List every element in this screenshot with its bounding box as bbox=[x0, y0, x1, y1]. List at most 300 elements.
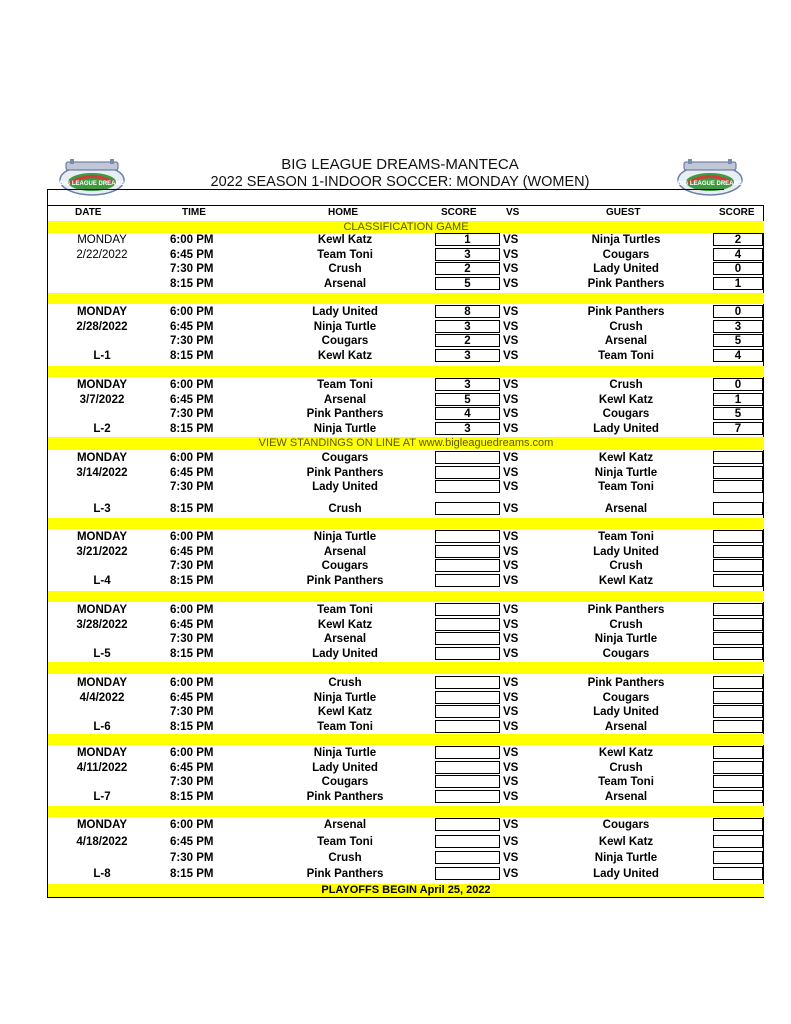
guest-score-box: 4 bbox=[713, 349, 763, 362]
home-score-box bbox=[435, 775, 500, 788]
week-separator bbox=[48, 366, 764, 377]
col-header-guest-score: SCORE bbox=[719, 207, 755, 218]
guest-team: Cougars bbox=[602, 408, 650, 420]
guest-score-box bbox=[713, 775, 763, 788]
day-label: MONDAY bbox=[76, 531, 128, 543]
vs-label: VS bbox=[503, 234, 519, 246]
table-row bbox=[48, 775, 764, 789]
guest-team: Ninja Turtles bbox=[591, 234, 661, 246]
day-label: MONDAY bbox=[76, 306, 128, 318]
home-score-box bbox=[435, 502, 500, 515]
table-row bbox=[48, 691, 764, 705]
week-label: L-1 bbox=[93, 349, 111, 362]
table-row bbox=[48, 393, 764, 407]
game-time: 8:15 PM bbox=[170, 503, 214, 515]
vs-label: VS bbox=[503, 761, 519, 774]
home-score-box bbox=[435, 647, 500, 660]
guest-team: Arsenal bbox=[604, 335, 648, 347]
vs-label: VS bbox=[503, 277, 519, 290]
guest-team: Lady United bbox=[593, 868, 659, 880]
guest-team: Team Toni bbox=[598, 531, 654, 543]
game-time: 6:45 PM bbox=[170, 691, 214, 704]
guest-team: Cougars bbox=[602, 248, 650, 261]
home-score-box: 3 bbox=[435, 320, 500, 333]
table-row bbox=[48, 705, 764, 719]
vs-label: VS bbox=[503, 819, 519, 831]
guest-team: Crush bbox=[609, 761, 643, 774]
game-date: 3/28/2022 bbox=[76, 618, 128, 631]
game-time: 6:45 PM bbox=[170, 466, 214, 479]
vs-label: VS bbox=[503, 677, 519, 689]
home-team: Cougars bbox=[321, 335, 369, 347]
game-time: 7:30 PM bbox=[170, 481, 214, 493]
game-time: 7:30 PM bbox=[170, 560, 214, 572]
table-row bbox=[48, 422, 764, 436]
guest-team: Arsenal bbox=[604, 503, 648, 515]
table-row bbox=[48, 618, 764, 632]
home-team: Kewl Katz bbox=[317, 618, 373, 631]
game-time: 8:15 PM bbox=[170, 574, 214, 587]
game-time: 6:45 PM bbox=[170, 618, 214, 631]
guest-team: Kewl Katz bbox=[598, 835, 654, 848]
guest-team: Pink Panthers bbox=[587, 604, 665, 616]
home-score-box bbox=[435, 466, 500, 479]
guest-score-box: 3 bbox=[713, 320, 763, 333]
home-team: Arsenal bbox=[323, 633, 367, 645]
game-time: 8:15 PM bbox=[170, 790, 214, 803]
week-label: L-4 bbox=[93, 574, 111, 587]
vs-label: VS bbox=[503, 248, 519, 261]
home-score-box bbox=[435, 676, 500, 689]
guest-score-box bbox=[713, 603, 763, 616]
guest-score-box bbox=[713, 545, 763, 558]
guest-score-box bbox=[713, 705, 763, 718]
week-label: L-7 bbox=[93, 790, 111, 803]
guest-team: Crush bbox=[609, 560, 643, 572]
home-score-box bbox=[435, 851, 500, 864]
svg-text:BIG LEAGUE DREAMS: BIG LEAGUE DREAMS bbox=[677, 181, 743, 187]
vs-label: VS bbox=[503, 379, 519, 391]
guest-team: Kewl Katz bbox=[598, 452, 654, 464]
home-team: Ninja Turtle bbox=[313, 422, 377, 435]
guest-score-box: 5 bbox=[713, 334, 763, 347]
vs-label: VS bbox=[503, 408, 519, 420]
home-team: Pink Panthers bbox=[306, 868, 384, 880]
guest-score-box: 1 bbox=[713, 277, 763, 290]
table-row bbox=[48, 632, 764, 646]
home-team: Lady United bbox=[312, 761, 378, 774]
home-score-box bbox=[435, 451, 500, 464]
game-time: 7:30 PM bbox=[170, 335, 214, 347]
col-header-home-score: SCORE bbox=[441, 207, 477, 218]
guest-team: Crush bbox=[609, 320, 643, 333]
vs-label: VS bbox=[503, 503, 519, 515]
game-time: 6:45 PM bbox=[170, 835, 214, 848]
guest-score-box bbox=[713, 867, 763, 880]
guest-score-box: 2 bbox=[713, 233, 763, 246]
home-team: Pink Panthers bbox=[306, 574, 384, 587]
vs-label: VS bbox=[503, 776, 519, 788]
table-row bbox=[48, 835, 764, 849]
vs-label: VS bbox=[503, 618, 519, 631]
guest-team: Kewl Katz bbox=[598, 747, 654, 759]
home-team: Team Toni bbox=[317, 379, 373, 391]
game-time: 6:00 PM bbox=[170, 677, 214, 689]
home-team: Crush bbox=[328, 677, 362, 689]
table-row bbox=[48, 349, 764, 363]
week-label: L-6 bbox=[93, 720, 111, 733]
table-row bbox=[48, 480, 764, 494]
table-row bbox=[48, 320, 764, 334]
game-time: 8:15 PM bbox=[170, 277, 214, 290]
guest-score-box bbox=[713, 466, 763, 479]
home-score-box bbox=[435, 545, 500, 558]
week-separator bbox=[48, 591, 764, 602]
day-label: MONDAY bbox=[76, 819, 128, 831]
table-row bbox=[48, 502, 764, 516]
home-score-box bbox=[435, 618, 500, 631]
big-league-dreams-logo-right bbox=[674, 156, 746, 198]
guest-score-box bbox=[713, 720, 763, 733]
guest-score-box bbox=[713, 835, 763, 848]
vs-label: VS bbox=[503, 633, 519, 645]
vs-label: VS bbox=[503, 481, 519, 493]
home-team: Team Toni bbox=[317, 835, 373, 848]
home-team: Pink Panthers bbox=[306, 408, 384, 420]
table-row bbox=[48, 790, 764, 804]
title-rule-left bbox=[47, 189, 48, 205]
home-score-box bbox=[435, 559, 500, 572]
home-team: Arsenal bbox=[323, 393, 367, 406]
home-team: Ninja Turtle bbox=[313, 531, 377, 543]
table-row bbox=[48, 277, 764, 291]
home-score-box: 3 bbox=[435, 422, 500, 435]
guest-score-box bbox=[713, 691, 763, 704]
vs-label: VS bbox=[503, 604, 519, 616]
game-date: 4/11/2022 bbox=[76, 761, 128, 774]
vs-label: VS bbox=[503, 720, 519, 733]
game-time: 8:15 PM bbox=[170, 868, 214, 880]
game-time: 7:30 PM bbox=[170, 263, 214, 275]
game-time: 6:00 PM bbox=[170, 604, 214, 616]
home-team: Cougars bbox=[321, 452, 369, 464]
table-row bbox=[48, 466, 764, 480]
vs-label: VS bbox=[503, 320, 519, 333]
game-date: 3/21/2022 bbox=[76, 545, 128, 558]
table-row bbox=[48, 559, 764, 573]
day-label: MONDAY bbox=[77, 234, 127, 246]
home-team: Arsenal bbox=[323, 277, 367, 290]
guest-team: Arsenal bbox=[604, 720, 648, 733]
game-time: 6:00 PM bbox=[170, 531, 214, 543]
big-league-dreams-logo-left bbox=[56, 156, 128, 198]
vs-label: VS bbox=[503, 747, 519, 759]
table-row bbox=[48, 233, 764, 247]
home-score-box: 3 bbox=[435, 248, 500, 261]
home-score-box: 2 bbox=[435, 334, 500, 347]
home-team: Crush bbox=[328, 852, 362, 864]
col-header-date: DATE bbox=[75, 207, 102, 218]
table-row bbox=[48, 746, 764, 760]
guest-team: Ninja Turtle bbox=[594, 852, 658, 864]
svg-text:BIG LEAGUE DREAMS: BIG LEAGUE DREAMS bbox=[59, 181, 125, 187]
game-time: 6:00 PM bbox=[170, 452, 214, 464]
guest-score-box: 7 bbox=[713, 422, 763, 435]
vs-label: VS bbox=[503, 422, 519, 435]
guest-team: Lady United bbox=[593, 422, 659, 435]
guest-score-box bbox=[713, 761, 763, 774]
col-header-guest: GUEST bbox=[606, 207, 641, 218]
home-team: Cougars bbox=[321, 776, 369, 788]
week-label: L-5 bbox=[93, 647, 111, 660]
table-row bbox=[48, 867, 764, 881]
home-team: Cougars bbox=[321, 560, 369, 572]
guest-team: Lady United bbox=[593, 706, 659, 718]
guest-score-box: 5 bbox=[713, 407, 763, 420]
home-score-box: 3 bbox=[435, 378, 500, 391]
table-row bbox=[48, 761, 764, 775]
vs-label: VS bbox=[503, 706, 519, 718]
home-score-box bbox=[435, 835, 500, 848]
game-date: 4/4/2022 bbox=[79, 691, 125, 704]
home-score-box: 2 bbox=[435, 262, 500, 275]
home-score-box bbox=[435, 603, 500, 616]
vs-label: VS bbox=[503, 574, 519, 587]
guest-score-box bbox=[713, 618, 763, 631]
guest-team: Cougars bbox=[602, 819, 650, 831]
home-team: Lady United bbox=[312, 647, 378, 660]
game-time: 6:00 PM bbox=[170, 747, 214, 759]
game-time: 7:30 PM bbox=[170, 776, 214, 788]
vs-label: VS bbox=[503, 691, 519, 704]
home-team: Lady United bbox=[312, 306, 378, 318]
banner-view-standings: VIEW STANDINGS ON LINE AT www.bigleaguedreams.com bbox=[48, 437, 764, 450]
guest-team: Lady United bbox=[593, 545, 659, 558]
guest-team: Kewl Katz bbox=[598, 393, 654, 406]
home-score-box bbox=[435, 720, 500, 733]
home-score-box bbox=[435, 867, 500, 880]
game-date: 2/28/2022 bbox=[76, 320, 128, 333]
home-score-box: 3 bbox=[435, 349, 500, 362]
page-subtitle: 2022 SEASON 1-INDOOR SOCCER: MONDAY (WOMEN) bbox=[210, 174, 590, 190]
table-row bbox=[48, 262, 764, 276]
week-label: L-3 bbox=[93, 503, 111, 515]
vs-label: VS bbox=[503, 868, 519, 880]
week-separator bbox=[48, 734, 764, 745]
table-row bbox=[48, 334, 764, 348]
vs-label: VS bbox=[503, 835, 519, 848]
home-team: Pink Panthers bbox=[306, 790, 384, 803]
guest-team: Pink Panthers bbox=[587, 277, 665, 290]
game-date: 4/18/2022 bbox=[76, 835, 128, 848]
table-row bbox=[48, 647, 764, 661]
guest-score-box bbox=[713, 559, 763, 572]
table-row bbox=[48, 545, 764, 559]
home-score-box bbox=[435, 574, 500, 587]
game-time: 7:30 PM bbox=[170, 408, 214, 420]
guest-score-box: 0 bbox=[713, 378, 763, 391]
home-team: Ninja Turtle bbox=[313, 747, 377, 759]
game-time: 6:45 PM bbox=[170, 393, 214, 406]
home-score-box: 8 bbox=[435, 305, 500, 318]
game-time: 6:00 PM bbox=[170, 379, 214, 391]
guest-team: Crush bbox=[609, 618, 643, 631]
week-separator bbox=[48, 806, 764, 817]
home-team: Lady United bbox=[312, 481, 378, 493]
home-team: Crush bbox=[328, 503, 362, 515]
guest-team: Cougars bbox=[602, 647, 650, 660]
day-label: MONDAY bbox=[76, 379, 128, 391]
guest-score-box bbox=[713, 480, 763, 493]
guest-team: Cougars bbox=[602, 691, 650, 704]
home-score-box: 5 bbox=[435, 277, 500, 290]
vs-label: VS bbox=[503, 545, 519, 558]
guest-team: Arsenal bbox=[604, 790, 648, 803]
home-score-box: 4 bbox=[435, 407, 500, 420]
guest-score-box bbox=[713, 676, 763, 689]
vs-label: VS bbox=[503, 531, 519, 543]
game-time: 6:45 PM bbox=[170, 761, 214, 774]
home-team: Ninja Turtle bbox=[313, 320, 377, 333]
home-team: Kewl Katz bbox=[317, 234, 373, 246]
vs-label: VS bbox=[503, 306, 519, 318]
guest-score-box: 0 bbox=[713, 262, 763, 275]
game-date: 3/7/2022 bbox=[79, 393, 125, 406]
vs-label: VS bbox=[503, 560, 519, 572]
vs-label: VS bbox=[503, 349, 519, 362]
home-team: Crush bbox=[328, 263, 362, 275]
guest-score-box bbox=[713, 502, 763, 515]
guest-score-box bbox=[713, 530, 763, 543]
vs-label: VS bbox=[503, 263, 519, 275]
home-score-box bbox=[435, 530, 500, 543]
guest-score-box bbox=[713, 851, 763, 864]
home-team: Kewl Katz bbox=[317, 349, 373, 362]
game-time: 6:00 PM bbox=[170, 819, 214, 831]
guest-score-box: 4 bbox=[713, 248, 763, 261]
guest-team: Kewl Katz bbox=[598, 574, 654, 587]
vs-label: VS bbox=[503, 452, 519, 464]
day-label: MONDAY bbox=[76, 677, 128, 689]
week-label: L-2 bbox=[93, 422, 111, 435]
game-time: 6:45 PM bbox=[170, 320, 214, 333]
game-time: 6:00 PM bbox=[170, 306, 214, 318]
guest-team: Ninja Turtle bbox=[594, 633, 658, 645]
table-row bbox=[48, 407, 764, 421]
guest-score-box bbox=[713, 632, 763, 645]
guest-score-box bbox=[713, 818, 763, 831]
vs-label: VS bbox=[503, 393, 519, 406]
guest-score-box: 0 bbox=[713, 305, 763, 318]
game-time: 6:45 PM bbox=[170, 248, 214, 261]
home-score-box bbox=[435, 705, 500, 718]
guest-team: Team Toni bbox=[598, 776, 654, 788]
home-team: Arsenal bbox=[323, 819, 367, 831]
game-time: 7:30 PM bbox=[170, 852, 214, 864]
week-separator bbox=[48, 293, 764, 304]
table-row bbox=[48, 851, 764, 865]
table-row bbox=[48, 530, 764, 544]
col-header-vs: VS bbox=[506, 207, 520, 218]
home-score-box bbox=[435, 790, 500, 803]
home-team: Team Toni bbox=[317, 720, 373, 733]
vs-label: VS bbox=[503, 790, 519, 803]
home-team: Kewl Katz bbox=[317, 706, 373, 718]
game-time: 8:15 PM bbox=[170, 422, 214, 435]
game-time: 8:15 PM bbox=[170, 349, 214, 362]
vs-label: VS bbox=[503, 647, 519, 660]
table-row bbox=[48, 378, 764, 392]
vs-label: VS bbox=[503, 335, 519, 347]
home-score-box: 5 bbox=[435, 393, 500, 406]
home-team: Team Toni bbox=[317, 248, 373, 261]
table-row bbox=[48, 818, 764, 832]
col-header-time: TIME bbox=[182, 207, 206, 218]
guest-score-box bbox=[713, 790, 763, 803]
home-score-box bbox=[435, 746, 500, 759]
table-row bbox=[48, 603, 764, 617]
game-time: 7:30 PM bbox=[170, 633, 214, 645]
home-team: Arsenal bbox=[323, 545, 367, 558]
table-row bbox=[48, 248, 764, 262]
week-separator bbox=[48, 518, 764, 529]
game-time: 8:15 PM bbox=[170, 720, 214, 733]
guest-team: Ninja Turtle bbox=[594, 466, 658, 479]
guest-team: Lady United bbox=[593, 263, 659, 275]
home-score-box: 1 bbox=[435, 233, 500, 246]
title-rule bbox=[47, 189, 724, 190]
table-row bbox=[48, 720, 764, 734]
day-label: MONDAY bbox=[76, 452, 128, 464]
home-team: Pink Panthers bbox=[306, 466, 384, 479]
game-date: 3/14/2022 bbox=[76, 466, 128, 479]
game-date: 2/22/2022 bbox=[76, 248, 128, 261]
guest-team: Crush bbox=[609, 379, 643, 391]
day-label: MONDAY bbox=[76, 604, 128, 616]
day-label: MONDAY bbox=[76, 747, 128, 759]
home-team: Ninja Turtle bbox=[313, 691, 377, 704]
table-row bbox=[48, 676, 764, 690]
guest-score-box bbox=[713, 746, 763, 759]
week-label: L-8 bbox=[93, 868, 111, 880]
page-title: BIG LEAGUE DREAMS-MANTECA bbox=[281, 156, 519, 173]
table-row bbox=[48, 451, 764, 465]
home-score-box bbox=[435, 761, 500, 774]
banner-classification-game: CLASSIFICATION GAME bbox=[48, 221, 764, 233]
guest-team: Pink Panthers bbox=[587, 677, 665, 689]
guest-score-box bbox=[713, 451, 763, 464]
game-time: 7:30 PM bbox=[170, 706, 214, 718]
guest-score-box bbox=[713, 647, 763, 660]
game-time: 6:45 PM bbox=[170, 545, 214, 558]
game-time: 6:00 PM bbox=[170, 234, 214, 246]
vs-label: VS bbox=[503, 466, 519, 479]
banner-playoffs-begin: PLAYOFFS BEGIN April 25, 2022 bbox=[48, 884, 764, 897]
guest-team: Pink Panthers bbox=[587, 306, 665, 318]
guest-team: Team Toni bbox=[598, 349, 654, 362]
table-row bbox=[48, 305, 764, 319]
home-score-box bbox=[435, 691, 500, 704]
home-score-box bbox=[435, 818, 500, 831]
home-score-box bbox=[435, 480, 500, 493]
home-score-box bbox=[435, 632, 500, 645]
vs-label: VS bbox=[503, 852, 519, 864]
game-time: 8:15 PM bbox=[170, 647, 214, 660]
guest-team: Team Toni bbox=[598, 481, 654, 493]
home-team: Team Toni bbox=[317, 604, 373, 616]
guest-score-box: 1 bbox=[713, 393, 763, 406]
table-row bbox=[48, 574, 764, 588]
